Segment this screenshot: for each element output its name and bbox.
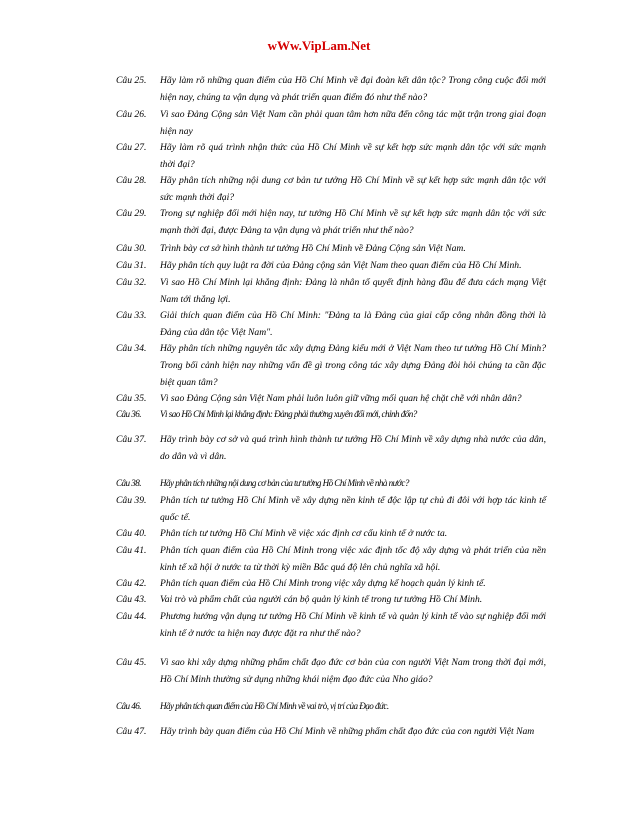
question-text: Hãy phân tích những nguyên tắc xây dựng Đảng kiểu mới ở Việt Nam theo tư tưởng Hồ Chí Minh? Trong bối cảnh hiện nay những vấn đề gì trong công tác xây dựng Đảng đòi hỏi chúng ta cần đặc biệt quan tâm?	[160, 343, 546, 388]
question-number: Câu 38.	[116, 478, 141, 488]
question-text: Phương hướng vận dụng tư tưởng Hồ Chí Minh về kinh tế và quản lý kinh tế vào sự nghiệp đổi mới kinh tế ở nước ta hiện nay được đặt ra như thế nào?	[160, 611, 546, 639]
question-text: Hãy làm rõ những quan điểm của Hồ Chí Minh về đại đoàn kết dân tộc? Trong công cuộc đổi mới hiện nay, chúng ta vận dụng và phát triển quan điểm đó như thế nào?	[160, 75, 546, 103]
question-text: Trong sự nghiệp đổi mới hiện nay, tư tưởng Hồ Chí Minh về sự kết hợp sức mạnh dân tộc với sức mạnh thời đại, được Đảng ta vận dụng và phát triển như thế nào?	[160, 208, 546, 236]
question-number: Câu 45.	[116, 657, 147, 668]
question-number: Câu 36.	[116, 409, 141, 419]
question-number: Câu 43.	[116, 594, 147, 605]
question-text: Hãy phân tích quy luật ra đời của Đảng cộng sản Việt Nam theo quan điểm của Hồ Chí Minh.	[160, 260, 522, 271]
question-text: Giải thích quan điểm của Hồ Chí Minh: "Đảng ta là Đảng của giai cấp công nhân đồng thời là Đảng của dân tộc Việt Nam".	[160, 310, 546, 338]
question-text: Phân tích quan điểm của Hồ Chí Minh trong việc xác định tốc độ xây dựng và phát triển của nền kinh tế xã hội ở nước ta từ thời kỳ miền Bắc quá độ lên chủ nghĩa xã hội.	[160, 545, 546, 573]
question-number: Câu 28.	[116, 175, 147, 186]
question-number: Câu 27.	[116, 142, 147, 153]
question-number: Câu 40.	[116, 528, 147, 539]
question-text: Vì sao Hồ Chí Minh lại khẳng định: Đảng là nhân tố quyết định hàng đầu để đưa cách mạng Việt Nam tới thắng lợi.	[160, 277, 546, 305]
question-number: Câu 25.	[116, 75, 147, 86]
question-text: Hãy phân tích những nội dung cơ bản của tư tưởng Hồ Chí Minh về nhà nước?	[160, 478, 409, 488]
question-number: Câu 32.	[116, 277, 147, 288]
question-text: Vì sao khi xây dựng những phẩm chất đạo đức cơ bản của con người Việt Nam trong thời đại mới, Hồ Chí Minh thường sử dụng những khái niệm đạo đức của Nho giáo?	[160, 657, 546, 685]
question-text: Vai trò và phẩm chất của người cán bộ quản lý kinh tế trong tư tưởng Hồ Chí Minh.	[160, 594, 483, 605]
question-text: Trình bày cơ sở hình thành tư tưởng Hồ Chí Minh về Đảng Cộng sản Việt Nam.	[160, 243, 466, 254]
question-text: Hãy phân tích quan điểm của Hồ Chí Minh về vai trò, vị trí của Đạo đức.	[160, 701, 389, 711]
question-number: Câu 34.	[116, 343, 147, 354]
question-number: Câu 31.	[116, 260, 147, 271]
question-text: Phân tích tư tưởng Hồ Chí Minh về việc xác định cơ cấu kinh tế ở nước ta.	[160, 528, 448, 539]
question-number: Câu 35.	[116, 393, 147, 404]
question-text: Hãy làm rõ quá trình nhận thức của Hồ Chí Minh về sự kết hợp sức mạnh dân tộc với sức mạnh thời đại?	[160, 142, 546, 170]
question-number: Câu 44.	[116, 611, 147, 622]
question-text: Vì sao Hồ Chí Minh lại khẳng định: Đảng phải thường xuyên đổi mới, chỉnh đốn?	[160, 409, 417, 419]
question-text: Vì sao Đảng Cộng sản Việt Nam phải luôn luôn giữ vững mối quan hệ chặt chẽ với nhân dân?	[160, 393, 522, 404]
question-number: Câu 30.	[116, 243, 147, 254]
question-number: Câu 47.	[116, 726, 147, 737]
question-number: Câu 42.	[116, 578, 147, 589]
question-text: Hãy phân tích những nội dung cơ bản tư tưởng Hồ Chí Minh về sự kết hợp sức mạnh dân tộc với sức mạnh thời đại?	[160, 175, 546, 203]
question-number: Câu 46.	[116, 701, 141, 711]
question-text: Phân tích quan điểm của Hồ Chí Minh trong việc xây dựng kế hoạch quản lý kinh tế.	[160, 578, 486, 589]
question-text: Hãy trình bày cơ sở và quá trình hình thành tư tưởng Hồ Chí Minh về xây dựng nhà nước của dân, do dân và vì dân.	[160, 434, 546, 462]
question-number: Câu 26.	[116, 109, 147, 120]
question-text: Vì sao Đảng Cộng sản Việt Nam cần phải quan tâm hơn nữa đến công tác mặt trận trong giai đoạn hiện nay	[160, 109, 546, 137]
question-number: Câu 41.	[116, 545, 147, 556]
question-number: Câu 37.	[116, 434, 147, 445]
question-text: Hãy trình bày quan điểm của Hồ Chí Minh về những phẩm chất đạo đức của con người Việt Nam	[160, 726, 535, 737]
question-number: Câu 33.	[116, 310, 147, 321]
question-number: Câu 29.	[116, 208, 147, 219]
question-text: Phân tích tư tưởng Hồ Chí Minh về xây dựng nền kinh tế độc lập tự chủ đi đôi với hợp tác kinh tế quốc tế.	[160, 495, 546, 523]
site-header: wWw.VipLam.Net	[267, 38, 371, 53]
question-number: Câu 39.	[116, 495, 147, 506]
